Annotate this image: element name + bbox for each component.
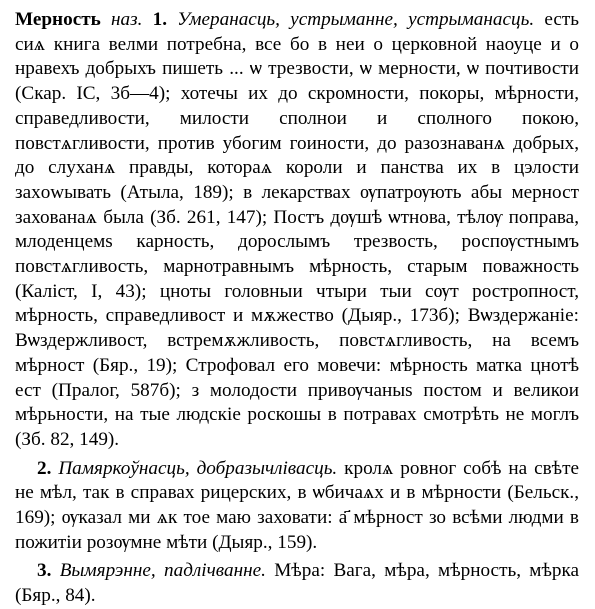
- sense-text: есть сиѧ книга велми потребна, все бо в неи о церковной наоуце и о нравехъ добрыхъ пишеть ... ѡ трезвости, ѡ мерности, ѡ почтивости (Скар. IС, 3б—4); хотечы их до скромности, покоры, мѣрности, справедливости, милости сполнои и сполного покою, повстѧгливости, против убогим гоиности, до разознаванѧ добрых, до слуханѧ правды, котораѧ короли и панства их в цэлости захowывать (Атыла, 189); в лекарствах ѹпатрѹють абы мерност захованаѧ была (Зб. 261, 147); Постъ дѹшѣ ѡтнова, тѣлѹ поправа, млоденцемѕ карность, дорослымъ трезвость, роспѹстнымъ повстѧгливость, марнотравнымъ мѣрность, старым поважность (Каліст, I, 43); цноты головныи чтыри тыи сѹт ростропност, мѣрность, справедливост и мѫжество (Дыяр., 173б); Вѡздержаніе: Вѡздержливост, встремѫжливость, повстѧгливость, на всемъ мѣрност (Бяр., 19); Строфовал его мовечи: мѣрность матка цнотѣ ест (Пралог, 587б); з молодости привѹчаныѕ постом и великои мѣрьности, на тые людскіе роскошы в потравах смотрѣть не моглъ (Зб. 82, 149).: [15, 9, 580, 450]
- sense-3: [15, 559, 579, 608]
- sense-gloss: Памяркоўнасць, добразычлівасць.: [58, 457, 338, 479]
- sense-number: 1.: [152, 9, 168, 30]
- sense-gloss: Умеранасць, устрыманне, устрыманасць.: [177, 9, 535, 30]
- sense-1: [15, 8, 579, 453]
- sense-number: 2.: [37, 457, 52, 479]
- sense-number: 3.: [37, 560, 52, 582]
- sense-2: [15, 457, 579, 556]
- sense-text: кролѧ ровног собѣ на свѣте не мѣл, так в справах рицерских, в ѡбичаѧх и в мѣрности (Бельск., 169); ѹказал ми ѧк тое маю заховати: а҃ мѣрност зо всѣми людми в пожитiи розѹмне мѣти (Дыяр., 159).: [15, 457, 580, 553]
- grammar-label: наз.: [111, 9, 143, 30]
- headword: Мерность: [15, 9, 101, 30]
- sense-text: Мѣра: Вага, мѣра, мѣрность, мѣрка (Бяр., 84).: [15, 560, 580, 607]
- sense-gloss: Вымярэнне, падлічванне.: [59, 560, 266, 582]
